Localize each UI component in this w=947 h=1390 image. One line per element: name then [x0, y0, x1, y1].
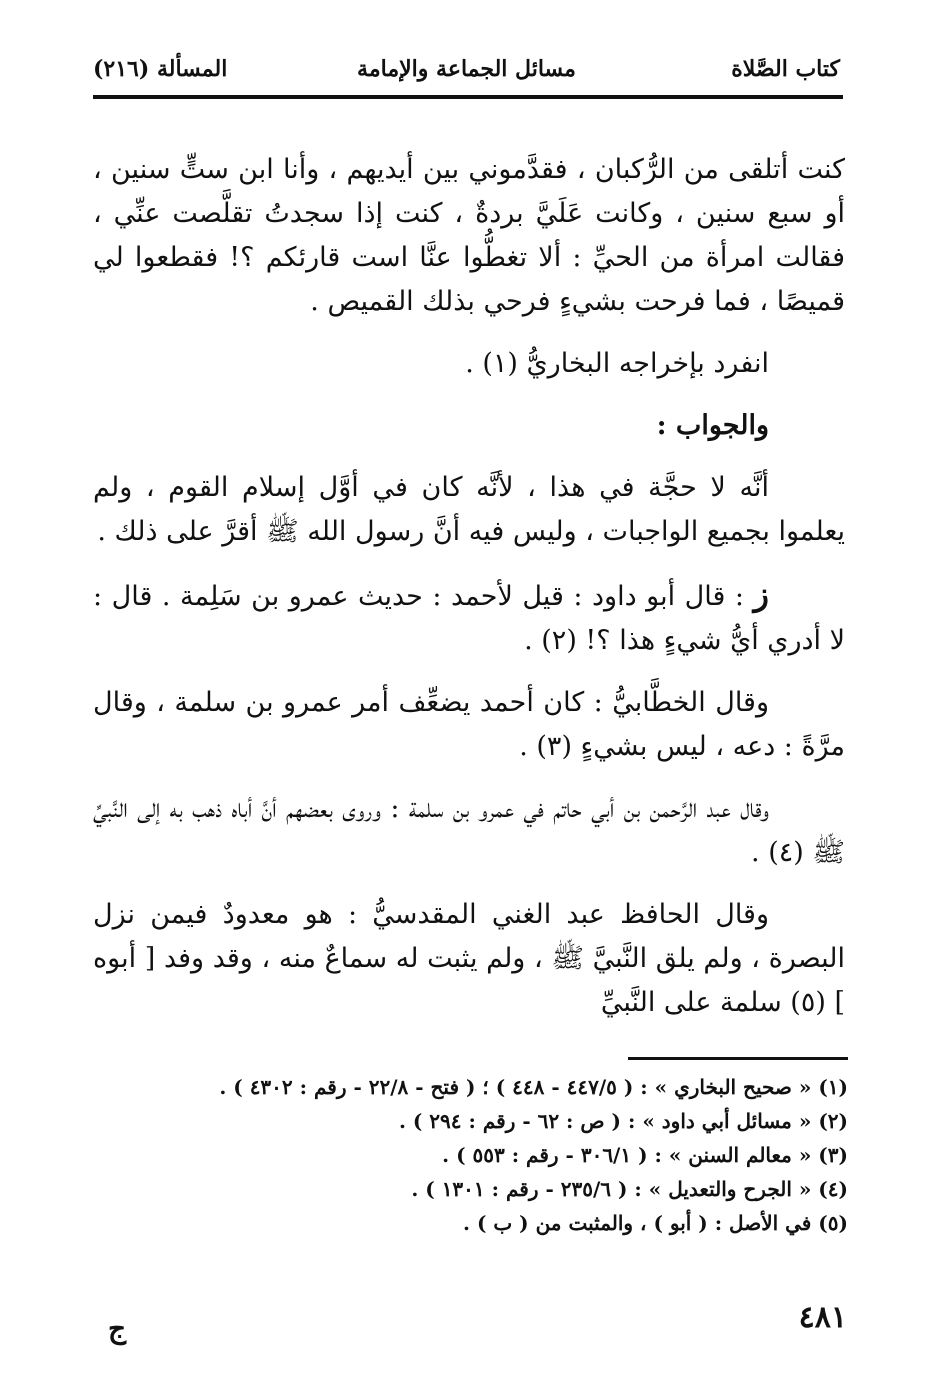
footnote-4: (٤) « الجرح والتعديل » : ( ٢٣٥/٦ - رقم : ١٣٠١ ) .: [411, 1177, 848, 1201]
issue-number: المسألة (٢١٦): [93, 56, 228, 82]
page-number: ٤٨١: [798, 1300, 847, 1335]
paragraph-1: كنت أتلقى من الرُّكبان ، فقدَّموني بين أيديهم ، وأنا ابن ستٍّ سنين ، أو سبع سنين ، وكانت عَلَيَّ بردةٌ ، كنت إذا سجدتُ تقلَّصت عنِّي ، فقالت امرأة من الحيِّ : ألا تغطُّوا عنَّا است قارئكم ؟! فقطعوا لي قميصًا ، فما فرحت بشيءٍ فرحي بذلك القميص .: [93, 154, 845, 317]
zawaid-symbol: ز: [753, 575, 769, 613]
paragraph-6: وقال عبد الرَّحمن بن أبي حاتم في عمرو بن سلمة : وروى بعضهم أنَّ أباه ذهب به إلى النَّبيِّ ﷺ (٤) .: [93, 793, 845, 868]
paragraph-4: [93, 572, 845, 663]
footnotes: [93, 1070, 848, 1240]
chapter-title: مسائل الجماعة والإمامة: [357, 56, 576, 82]
paragraph-2: انفرد بإخراجه البخاريُّ (١) .: [465, 348, 769, 379]
running-header: [93, 48, 840, 94]
footnote-2: (٢) « مسائل أبي داود » : ( ص : ٦٢ - رقم : ٢٩٤ ) .: [398, 1109, 848, 1133]
footnote-1: (١) « صحيح البخاري » : ( ٤٤٧/٥ - ٤٤٨ ) ؛ ( فتح - ٢٢/٨ - رقم : ٤٣٠٢ ) .: [219, 1075, 848, 1099]
paragraph-7: وقال الحافظ عبد الغني المقدسيُّ : هو معدودٌ فيمن نزل البصرة ، ولم يلق النَّبيَّ ﷺ ، ولم يثبت له سماعٌ منه ، وقد وفد [ أبوه ] (٥) سلمة على النَّبيِّ: [93, 899, 845, 1018]
book-title: كتاب الصَّلاة: [731, 56, 840, 82]
paragraph-5: وقال الخطَّابيُّ : كان أحمد يضعِّف أمر عمرو بن سلمة ، وقال مرَّةً : دعه ، ليس بشيءٍ (٣) .: [93, 687, 845, 762]
signature-mark: ج: [108, 1312, 127, 1345]
paragraph-4-text: : قال أبو داود : قيل لأحمد : حديث عمرو بن سَلِمة . قال : لا أدري أيُّ شيءٍ هذا ؟! (٢) .: [93, 581, 845, 656]
paragraph-3: أنَّه لا حجَّة في هذا ، لأنَّه كان في أوَّل إسلام القوم ، ولم يعلموا بجميع الواجبات ، وليس فيه أنَّ رسول الله ﷺ أقرَّ على ذلك .: [93, 472, 845, 547]
header-rule: [93, 95, 843, 99]
main-text: [93, 148, 845, 1043]
footnote-3: (٣) « معالم السنن » : ( ٣٠٦/١ - رقم : ٥٥٣ ) .: [442, 1143, 848, 1167]
footnote-5: (٥) في الأصل : ( أبو ) ، والمثبت من ( ب ) .: [463, 1211, 848, 1235]
answer-label: والجواب :: [656, 410, 769, 441]
footnote-rule: [628, 1057, 848, 1060]
